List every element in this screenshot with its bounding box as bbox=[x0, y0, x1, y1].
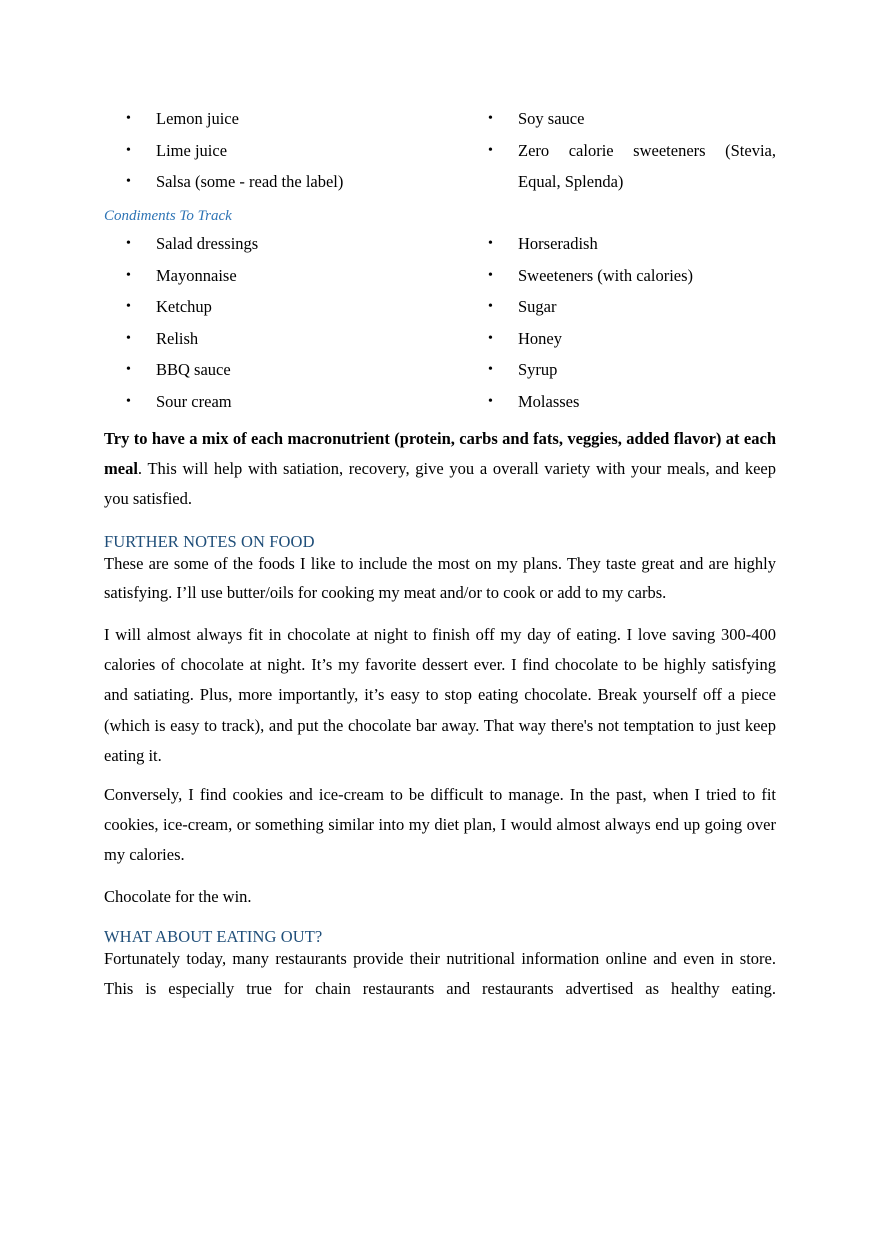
list-item: • Sweeteners (with calories) bbox=[466, 260, 776, 292]
bullet-icon: • bbox=[488, 111, 493, 126]
bullet-icon: • bbox=[126, 236, 131, 251]
further-notes-heading: FURTHER NOTES ON FOOD bbox=[104, 532, 315, 551]
bullet-icon: • bbox=[488, 267, 493, 283]
list-item: • Lemon juice bbox=[104, 103, 434, 135]
bullet-icon: • bbox=[488, 299, 493, 315]
list-item: • Molasses bbox=[466, 386, 776, 418]
list-item: • Salad dressings bbox=[104, 228, 434, 260]
list-item: • Honey bbox=[466, 323, 776, 355]
bullet-icon: • bbox=[126, 142, 131, 158]
track-list-right bbox=[466, 228, 776, 418]
bullet-icon: • bbox=[126, 393, 131, 409]
bullet-icon: • bbox=[126, 267, 131, 283]
further-notes-paragraph-1: These are some of the foods I like to include the most on my plans. They taste great and are highly satisfying. I’ll use butter/oils for cooking my meat and/or to cook or add to my carbs. bbox=[104, 554, 776, 602]
list-item: • Sugar bbox=[466, 291, 776, 323]
free-list-left bbox=[104, 103, 434, 198]
list-item: • Zero calorie sweeteners (Stevia, Equal, Splenda) bbox=[466, 135, 776, 198]
list-item: • Lime juice bbox=[104, 135, 434, 167]
bullet-icon: • bbox=[488, 362, 493, 378]
bullet-icon: • bbox=[488, 393, 493, 409]
bullet-icon: • bbox=[126, 299, 131, 315]
bullet-icon: • bbox=[126, 362, 131, 378]
bullet-icon: • bbox=[126, 330, 131, 346]
free-list-right bbox=[466, 103, 776, 198]
list-item: • Horseradish bbox=[466, 228, 776, 260]
further-notes-paragraph-2: I will almost always fit in chocolate at night to finish off my day of eating. I love saving 300-400 calories of chocolate at night. It’s my favorite dessert ever. I find chocolate to be highly satisfying and satiating. Plus, more importantly, it’s easy to stop eating chocolate. Break yourself off a piece (which is easy to track), and put the chocolate bar away. That way there's not temptation to just keep eating it. bbox=[104, 625, 776, 765]
list-item: • BBQ sauce bbox=[104, 354, 434, 386]
bullet-icon: • bbox=[488, 330, 493, 346]
bullet-icon: • bbox=[126, 111, 131, 126]
eating-out-paragraph: Fortunately today, many restaurants provide their nutritional information online and even in store. This is especially true for chain restaurants and restaurants advertised as healthy eating. bbox=[104, 949, 776, 999]
bullet-icon: • bbox=[126, 174, 131, 190]
list-item: • Salsa (some - read the label) bbox=[104, 166, 434, 198]
list-item: • Sour cream bbox=[104, 386, 434, 418]
eating-out-heading: WHAT ABOUT EATING OUT? bbox=[104, 927, 323, 946]
list-item: • Soy sauce bbox=[466, 103, 776, 135]
track-list-left bbox=[104, 228, 434, 418]
list-item: • Ketchup bbox=[104, 291, 434, 323]
list-item: • Relish bbox=[104, 323, 434, 355]
list-item: • Mayonnaise bbox=[104, 260, 434, 292]
bullet-icon: • bbox=[488, 236, 493, 251]
bullet-icon: • bbox=[488, 142, 493, 158]
further-notes-paragraph-4: Chocolate for the win. bbox=[104, 887, 252, 906]
macronutrient-paragraph: Try to have a mix of each macronutrient (protein, carbs and fats, veggies, added flavor) at each meal. This will help with satiation, recovery, give you a overall variety with your meals, and keep you satisfied. bbox=[104, 429, 776, 509]
list-item: • Syrup bbox=[466, 354, 776, 386]
further-notes-paragraph-3: Conversely, I find cookies and ice-cream to be difficult to manage. In the past, when I tried to fit cookies, ice-cream, or something similar into my diet plan, I would almost always end up going over my calories. bbox=[104, 785, 776, 865]
condiments-to-track-heading: Condiments To Track bbox=[104, 208, 232, 224]
